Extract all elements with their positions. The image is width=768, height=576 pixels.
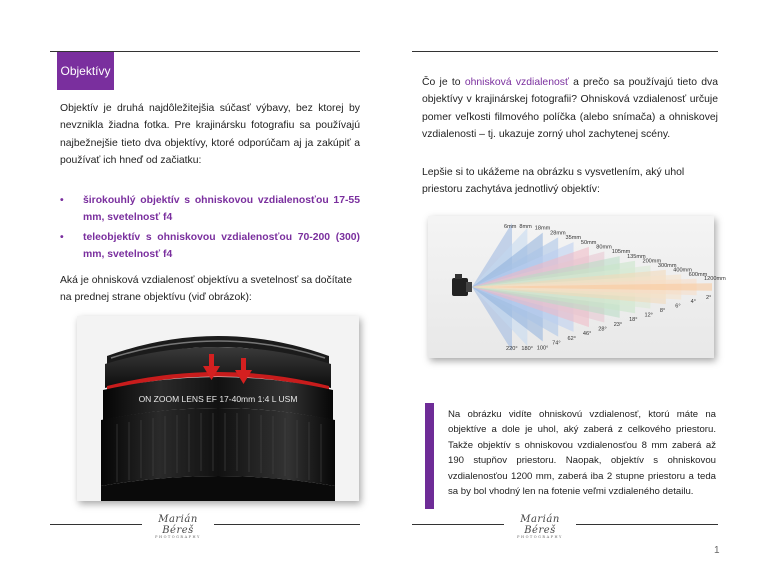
focal-length-label: 50mm [580,239,597,246]
focal-length-label: 8mm [519,224,532,230]
signature-name: Marián Béreš [520,514,560,536]
angle-label: 100° [536,345,549,352]
focal-length-label: 135mm [627,253,646,260]
focal-length-label: 18mm [534,225,551,232]
lens-photo-illustration [77,316,359,501]
focal-length-label: 300mm [657,262,677,269]
footer-rule [412,524,504,525]
lens-question-paragraph: Aká je ohnisková vzdialenosť objektívu a svetelnosť sa dočítate na prednej strane objektívu (viď obrázok): [60,275,352,304]
focal-length-label: 28mm [550,230,566,237]
footer-rule [50,524,142,525]
signature-subtitle: PHOTOGRAPHY [155,535,201,539]
bullet-marker: • [60,232,64,243]
angle-label: 46° [582,331,592,338]
focal-length-label: 200mm [642,258,662,265]
camera-icon [452,274,472,296]
angle-label: 18° [629,317,638,324]
focal-length-paragraph [422,74,718,143]
list-item-text: širokouhlý objektív s ohniskovou vzdialenosťou 17-55 mm, svetelnosť f4 [83,195,360,223]
focal-length-label: 1200mm [704,276,726,283]
signature-logo [144,514,212,539]
quote-accent-bar [425,403,434,509]
angle-label: 8° [659,308,666,315]
list-item-text: teleobjektív s ohniskovou vzdialenosťou 70-200 (300) mm, svetelnosť f4 [83,232,360,260]
page-number: 1 [714,545,720,556]
angle-label: 2° [706,294,712,301]
focal-length-label: 35mm [565,235,582,242]
angle-label: 12° [644,312,653,319]
signature-subtitle: PHOTOGRAPHY [517,535,563,539]
focal-length-label: 80mm [596,244,612,251]
lens-ring-text: ON ZOOM LENS EF 17-40mm 1:4 L USM [138,394,298,404]
lens-list [60,193,360,267]
field-of-view-diagram [428,216,726,358]
angle-label: 62° [567,335,577,342]
intro-paragraph: Objektív je druhá najdôležitejšia súčasť výbavy, bez ktorej by nevznikla žiadna fotka. Pre krajinársku fotografiu sa používajú najbežnejšie tieto dva objektívy, ktoré odporúčam aj ja zakúpiť a používať ich hneď od začiatku: [60,103,360,166]
focal-length-label: 400mm [673,267,692,274]
fov-diagram-svg [428,216,726,358]
angle-label: 6° [675,303,681,310]
list-item [60,193,360,226]
left-page [50,0,360,576]
signature-logo [506,514,574,539]
question-suffix: a prečo sa používajú tieto dva objektívy v krajinárskej fotografii? Ohnisková vzdialenosť určuje pomer veľkosti filmového políčka (alebo snímača) a ohniskovej vzdialenosti – tj. ukazuje zorný uhol zachytenej scény. [422,77,719,140]
question-prefix: Čo je to [422,77,465,88]
footer-rule [576,524,718,525]
angle-label: 74° [552,340,561,347]
section-heading: Objektívy [57,52,114,90]
list-item [60,230,360,263]
lens-photo [77,316,359,501]
angle-label: 28° [598,326,607,333]
footer-rule [214,524,360,525]
explanation-quote: Na obrázku vidíte ohniskovú vzdialenosť, ktorú máte na objektíve a dole je uhol, aký zaberá z celkového priestoru. Takže objektív s ohniskovou vzdialenosťou 8 mm zaberá až 190 stupňov priestoru. Naopak, objektív s ohniskovou vzdialenosťou 1200 mm, zaberá iba 2 stupne priestoru a teda sa by bol vhodný len na fotenie veľmi vzdialeného detailu. [448,409,716,498]
signature-name: Marián Béreš [158,514,198,536]
right-page [412,0,726,576]
focal-length-label: 600mm [688,271,708,278]
diagram-intro-paragraph: Lepšie si to ukážeme na obrázku s vysvetlením, aký uhol priestoru zachytáva jednotlivý objektív: [422,167,685,196]
bullet-marker: • [60,195,64,206]
angle-label: 220° [506,346,518,352]
focal-length-term: ohnisková vzdialenosť [464,77,569,88]
angle-label: 4° [690,299,696,306]
angle-label: 23° [613,321,623,328]
focal-length-label: 6mm [504,224,517,230]
focal-length-label: 105mm [611,249,631,256]
angle-label: 180° [521,346,533,352]
